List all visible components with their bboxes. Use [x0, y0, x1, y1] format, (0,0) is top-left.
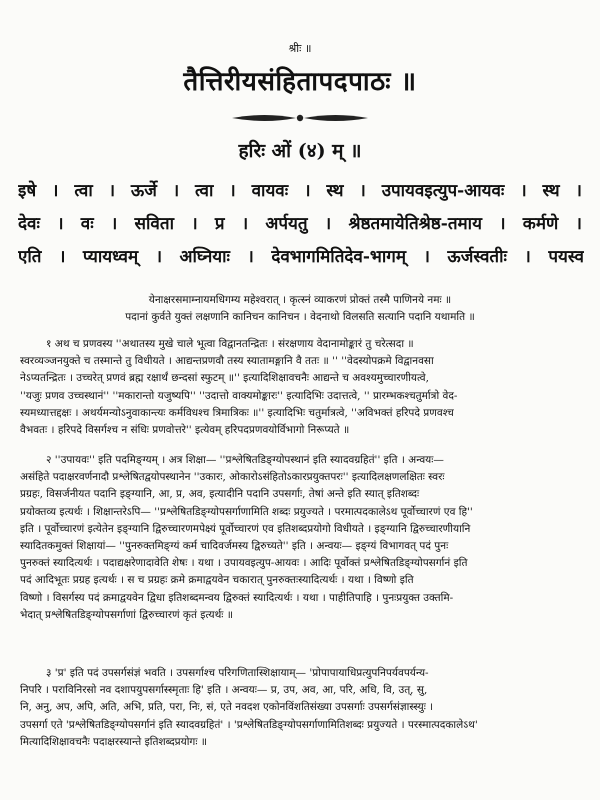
paragraph-line: इति । पूर्वोच्चारणं इत्येतेन इङ्ग्यानि द्विरुच्चारणमपेक्ष्यं पूर्वोच्चारणं एव इतिशब्दप्रयोगो विधीयते । इङ्ग्यानि द्विरुच्चारणीयानि [20, 522, 471, 535]
pada-word: अर्पयतु [265, 214, 308, 234]
pada-word: देवभागमितिदेव-भागम् [271, 247, 407, 267]
pada-word: त्वा [74, 181, 93, 201]
pada-word: ऊर्जस्वतीः [447, 247, 507, 267]
pada-word: उपायवइत्युप-आयवः [381, 181, 505, 201]
pada-word: सविता [134, 214, 174, 234]
pada-line [18, 244, 584, 267]
paragraph-line: विष्णो । विसर्गस्य पदं क्रमाद्वयवेन द्विधा इतिशब्दमन्वय द्विरुक्तं स्यादित्यर्थः । यथा । पाहीतिपाहि । पुनःप्रयुक्त उक्तमि- [20, 591, 454, 604]
verse-block [30, 292, 570, 326]
danda-separator: । [241, 214, 249, 234]
pada-word: श्रेष्ठतमायेतिश्रेष्ठ-तमाय [348, 214, 482, 234]
paragraph-line: स्यादितकमुक्तं शिक्षायां— ''पुनरुक्तमिङ्ग्यं कर्म चादिवर्जमस्य द्विरुच्यते'' इति । अन्वयः— इङ्ग्यं विभागवत् पदं पुनः [20, 540, 449, 553]
ornament-divider [230, 111, 370, 125]
pada-word: स्थ [542, 181, 560, 201]
danda-separator: । [575, 214, 582, 234]
danda-separator: । [324, 214, 332, 234]
danda-separator: । [110, 214, 118, 234]
paragraph-line: ३ 'प्र' इति पदं उपसर्गसंज्ञं भवति । उपसर्गाश्च परिगणितास्शिक्षायाम्— 'प्रोपापायाधिप्रत्युपनिपर्यवपर्यन्य- [46, 667, 429, 679]
danda-separator: । [58, 247, 66, 267]
paragraph-line: वैभवतः । हरिपदे विसर्गश्च न संधिः प्रणवोत्तरे'' इत्येवम् हरिपदप्रणवयोर्विभागो निरूप्यते ॥ [20, 424, 350, 437]
danda-separator: । [52, 181, 59, 201]
page-title: तैत्तिरीयसंहितापदपाठः ॥ [183, 67, 417, 97]
pada-word: वायवः [251, 181, 289, 201]
pada-word: वः [80, 214, 94, 234]
paragraph-line: असंहिते पदाक्षरवर्णनादौ प्रश्लेषितद्वयोपस्थानेन ''उकारः, ओकारोऽसंहितोऽकारप्रयुक्तपरः'' इत्यादिलक्षणलक्षितः स्वरः [20, 471, 445, 484]
paragraph-line: प्रग्रहः, विसर्जनीयत पदानि इङ्ग्यानि, आ, प्र, अव, इत्यादीनि पदानि उपसर्गाः, तेषां अन्ते इति स्यात् इतिशब्दः [20, 488, 420, 501]
invocation-subtitle: हरिः ओं (४) म् ॥ [238, 140, 362, 162]
commentary-paragraph-1 [20, 336, 582, 439]
pada-word: स्थ [326, 181, 344, 201]
paragraph-line: १ अथ च प्रणवस्य ''अथातस्य मुखे चाले भूत्वा विद्वानतन्द्रितः । संरक्षणाय वेदानामोङ्कारं तु चरेत्सदा ॥ [46, 338, 414, 350]
paragraph-line: निपरि । पराविनिरसो नव दशापयुपसर्गास्स्मृताः हि' इति । अन्वयः— प्र, उप, अव, आ, परि, अधि, वि, उत्, सु, [20, 684, 428, 697]
paragraph-line: पदं आदिभूतः प्रग्रह इत्यर्थः । स च प्रग्रहः क्रमे क्रमाद्वयवेन चकारात् पुनरुक्तःस्यादित्यर्थः । यथा । विष्णो इति [20, 574, 414, 587]
danda-separator: । [191, 214, 198, 234]
paragraph-line: स्यमध्यात्तद्दक्षः । अथर्यमन्योऽनुवाकान्त्यः कर्मविधश्च त्रिमात्रिकः ॥'' इत्यादिभिः चतुर्मात्रत्वे, ''अविभक्तं हरिपदे प्रणवश्च [20, 406, 454, 419]
paragraph-line: २ ''उपायवः'' इति पदमिङ्ग्यम् । अत्र शिक्षा— ''प्रश्लेषितडिङ्ग्योपस्थानं इति स्यादवग्रहितं'' इति । अन्वयः— [46, 454, 444, 466]
danda-separator: । [524, 247, 531, 267]
danda-separator: । [423, 247, 430, 267]
danda-separator: । [229, 181, 236, 201]
paragraph-line: पुनरुक्तं स्यादित्यर्थः । पदाद्यक्षरेणादावेति शेषः । यथा । उपायवइत्युप-आयवः । आदिः पूर्वोक्तं प्रश्लेषितडिङ्ग्योपसर्गानं इति [20, 557, 468, 570]
paragraph-line: नि, अनु, अप, अपि, अति, अभि, प्रति, परा, निः, सं, एते नवदश एकोनविंशतिसंख्या उपसर्गाः उपसर्गसंज्ञास्स्युः । [20, 701, 434, 714]
pada-word: प्यायध्वम् [82, 247, 139, 267]
danda-separator: । [359, 181, 366, 201]
danda-separator: । [304, 181, 311, 201]
pada-word: देवः [18, 214, 40, 234]
paragraph-line: ''यजुः प्रणव उच्चस्थानं'' ''मकारान्तो यजुष्यपि'' ''उदात्तो वाक्यमोङ्कारः'' इत्यादिभिः उदात्तत्वे, '' प्रारम्भकश्चतुर्मात्रो वेद- [20, 389, 458, 402]
danda-separator: । [155, 247, 163, 267]
danda-separator: । [520, 181, 527, 201]
danda-separator: । [247, 247, 254, 267]
pada-word: त्वा [195, 181, 214, 201]
pada-word: कर्मणे [522, 214, 559, 234]
verse-line: पदानां कुर्वते युक्तं लक्षणानि कानिचन कानिचन । वेदनाथो विलसति सत्यानि पदानि यथामति ॥ [125, 311, 475, 323]
paragraph-line: भेदात् प्रश्लेषितडिङ्ग्योपसर्गाणां द्विरुच्चारणं कृतं इत्यर्थः ॥ [20, 608, 234, 621]
verse-line: येनाक्षरसमाम्नायमधिगम्य महेश्वरात् । कृत्स्नं व्याकरणं प्रोक्तं तस्मै पाणिनये नमः ॥ [148, 294, 452, 306]
danda-separator: । [172, 181, 180, 201]
pada-word: प्र [214, 214, 225, 234]
pada-word: पयस्व [548, 247, 584, 267]
pada-word: अघ्नियाः [179, 247, 230, 267]
pada-line [18, 211, 584, 234]
danda-separator: । [575, 181, 582, 201]
invocation: श्रीः ॥ [288, 42, 312, 55]
pada-word: ऊर्जे [130, 181, 157, 201]
paragraph-line: प्रयोक्तव्य इत्यर्थः । शिक्षान्तरेऽपि— ''प्रश्लेषितडिङ्ग्योपसर्गाणामिति शब्दः प्रयुज्यते । परमात्पदकालेऽथ पूर्वोच्चारणं एव हि'' [20, 505, 473, 518]
danda-separator: । [57, 214, 64, 234]
danda-separator: । [108, 181, 116, 201]
danda-separator: । [499, 214, 506, 234]
pada-line [18, 178, 584, 201]
commentary-paragraph-2 [20, 452, 582, 624]
paragraph-line: उपसर्गा एते 'प्रश्लेषितडिङ्ग्योपसर्गानं इति स्यादवग्रहितं' । 'प्रश्लेषितडिङ्ग्योपसर्गाणामितिशब्दः प्रयुज्यते । परस्मात्पदकालेऽथ' [20, 718, 478, 731]
paragraph-line: स्वरव्यञ्जनयुक्ते च तस्मान्ते तु विधीयते । आद्यन्तप्रणवौ तस्य स्यातामङ्गानि वै ततः ॥ '' ''वेदस्योपक्रमे विद्वानवसा [20, 355, 434, 368]
paragraph-line: नेऽप्यतन्द्रितः । उच्चरेत् प्रणवं ब्रह्म रक्षार्थं छन्दसां स्फुटम् ॥'' इत्यादिशिक्षावचनैः आद्यन्ते च अवश्यमुच्चारणीयत्वे, [20, 372, 429, 385]
pada-word: इषे [18, 181, 37, 201]
pada-word: एति [18, 247, 42, 267]
commentary-paragraph-3 [20, 665, 582, 751]
paragraph-line: मित्यादिशिक्षावचनैः पदाक्षरस्यान्ते इतिशब्दप्रयोगः ॥ [20, 735, 208, 748]
